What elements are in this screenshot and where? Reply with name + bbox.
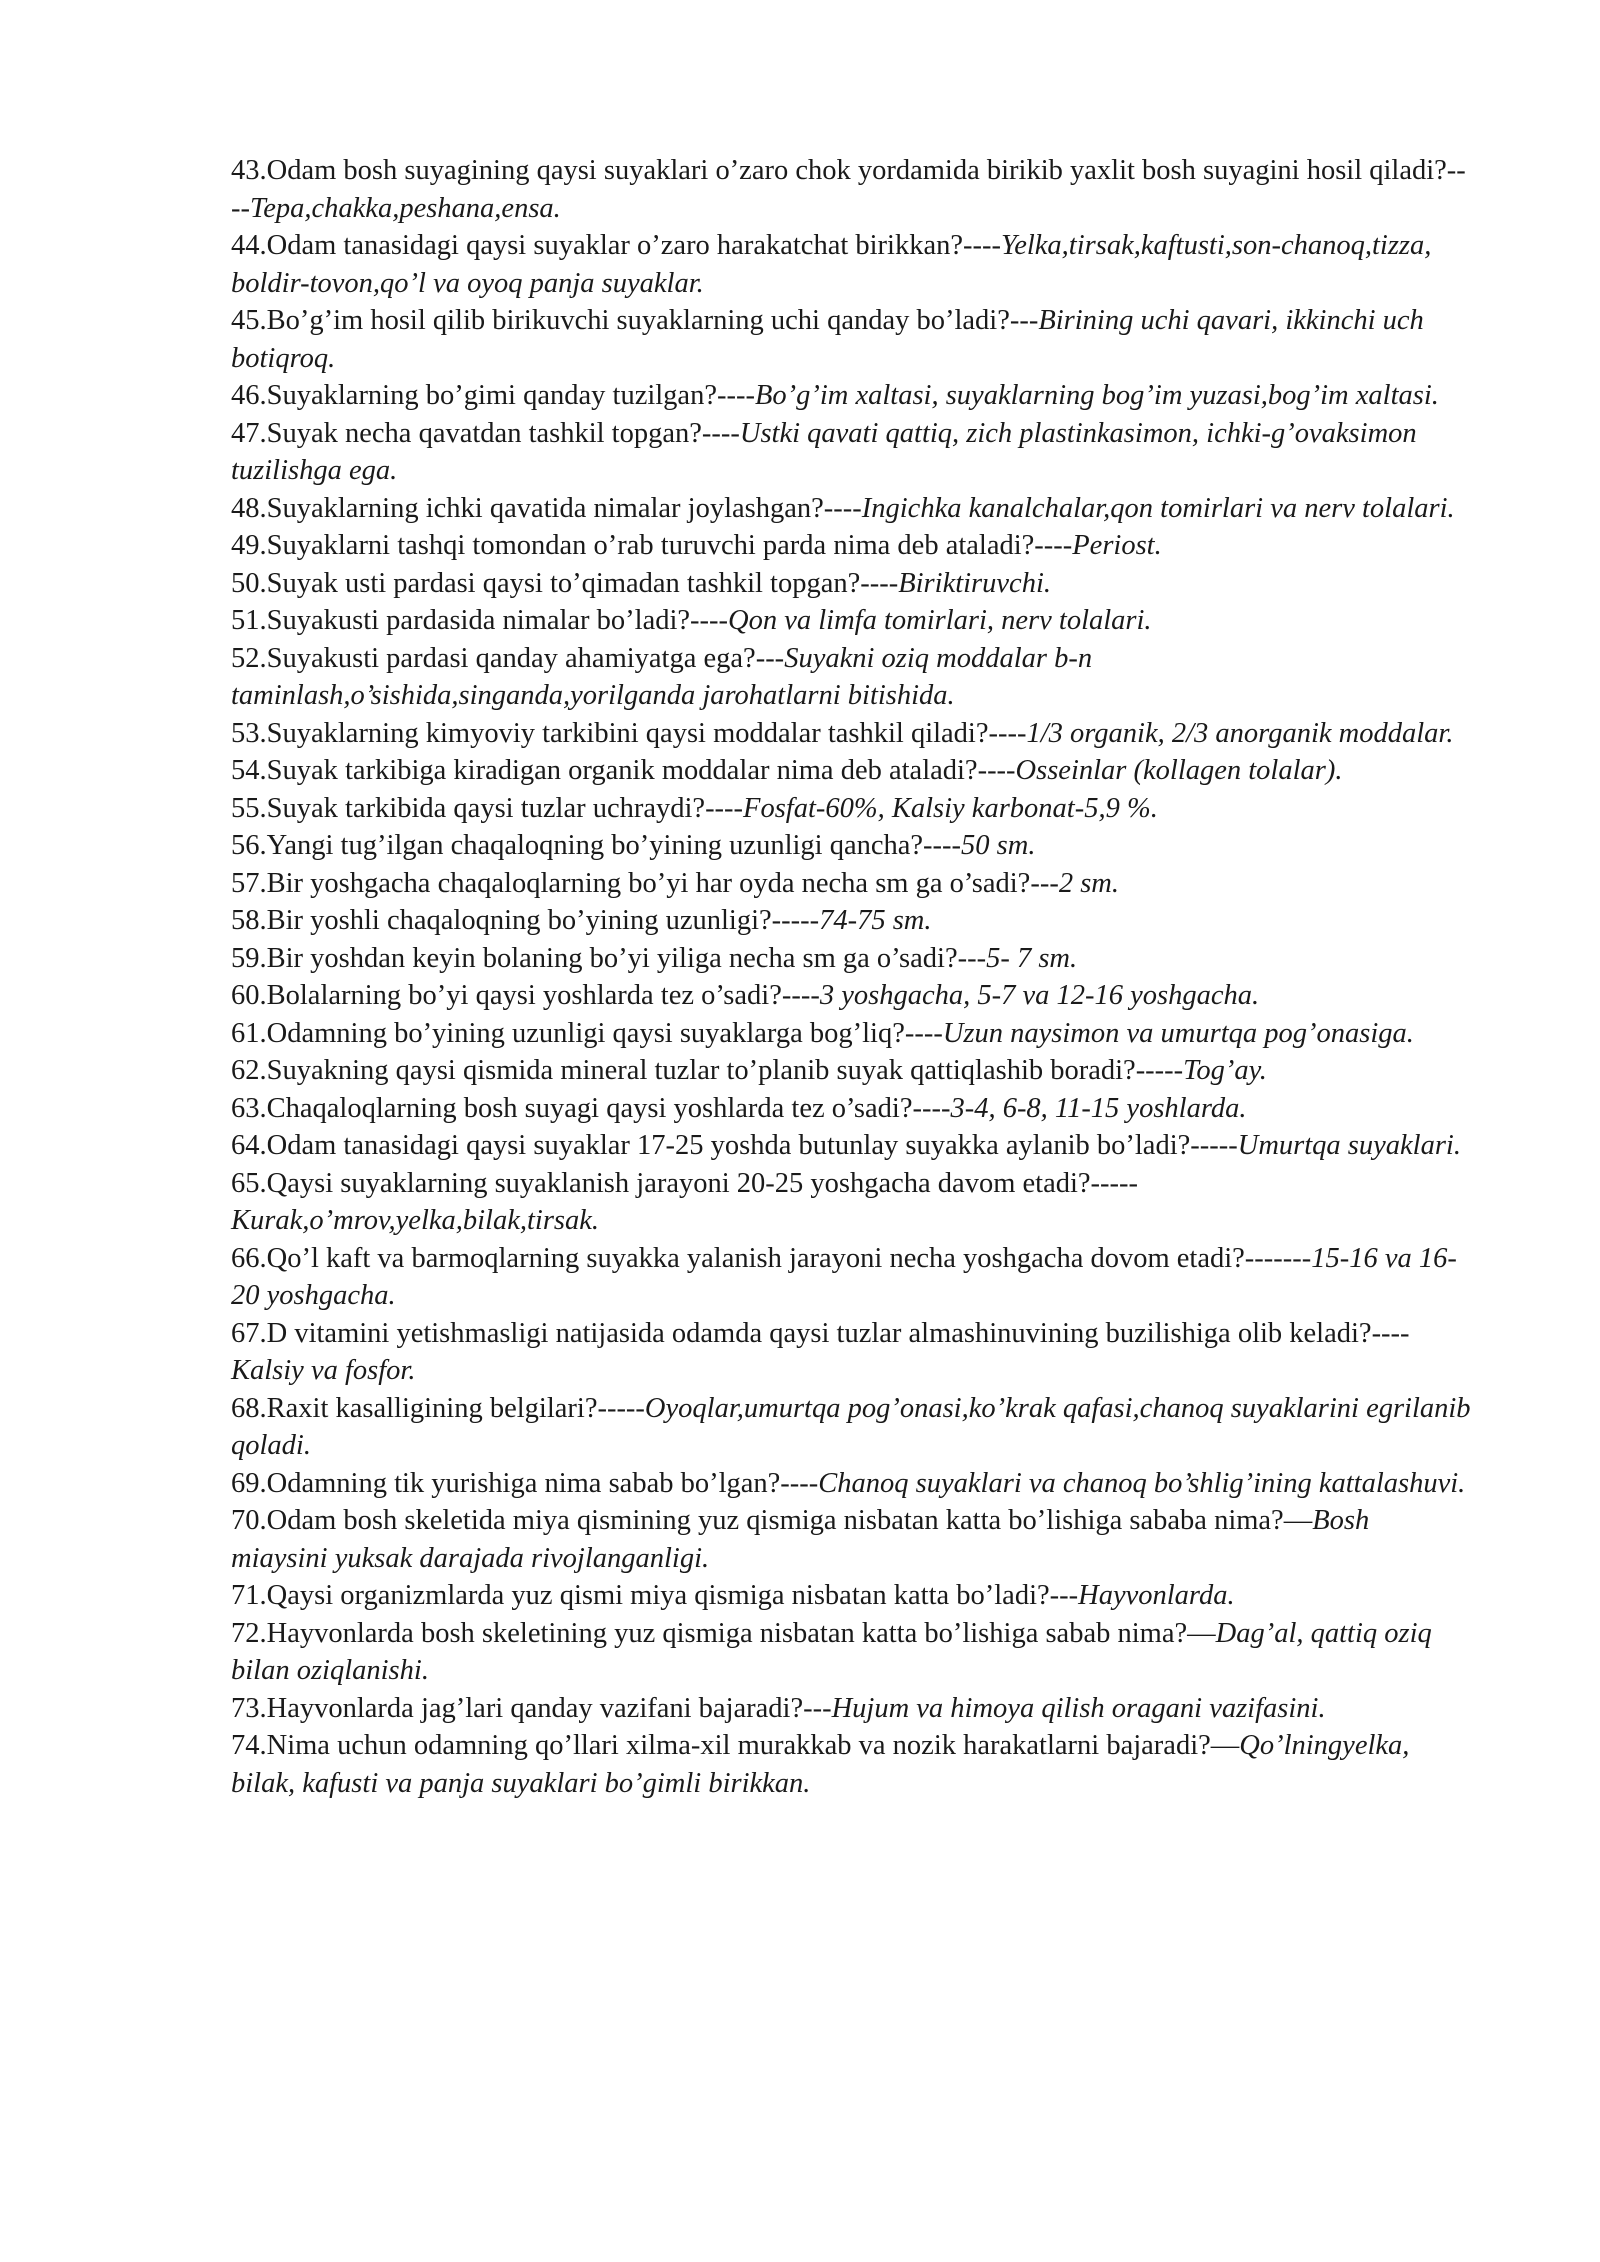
answer-43: Tepa,chakka,peshana,ensa. xyxy=(249,192,561,224)
question-48: 48.Suyaklarning ichki qavatida nimalar joylashgan?---- xyxy=(231,492,862,524)
question-56: 56.Yangi tug’ilgan chaqaloqning bo’yining uzunligi qancha?---- xyxy=(231,830,962,861)
qa-item-70 xyxy=(231,1502,1471,1577)
qa-item-52 xyxy=(231,640,1471,715)
question-43: 43.Odam bosh suyagining qaysi suyaklari o’zaro chok yordamida birikib yaxlit bosh suyagini hosil qiladi?---- xyxy=(231,155,1466,224)
qa-item-50 xyxy=(231,565,1471,603)
qa-item-67 xyxy=(231,1315,1471,1390)
question-62: 62.Suyakning qaysi qismida mineral tuzlar to’planib suyak qattiqlashib boradi?----- xyxy=(231,1055,1184,1086)
qa-item-62 xyxy=(231,1052,1471,1090)
answer-47: Ustki qavati qattiq, zich plastinkasimon, ichki-g’ovaksimon tuzilishga ega. xyxy=(231,417,1417,486)
question-68: 68.Raxit kasalligining belgilari?----- xyxy=(231,1392,645,1424)
qa-item-69 xyxy=(231,1465,1471,1503)
answer-56: 50 sm. xyxy=(961,830,1036,861)
question-49: 49.Suyaklarni tashqi tomondan o’rab turuvchi parda nima deb ataladi?---- xyxy=(231,530,1073,561)
question-53: 53.Suyaklarning kimyoviy tarkibini qaysi moddalar tashkil qiladi?---- xyxy=(231,717,1027,749)
answer-57: 2 sm. xyxy=(1058,867,1119,899)
qa-item-53 xyxy=(231,715,1471,753)
answer-63: 3-4, 6-8, 11-15 yoshlarda. xyxy=(950,1092,1247,1124)
qa-item-51 xyxy=(231,602,1471,640)
qa-item-56 xyxy=(231,827,1471,865)
question-65: 65.Qaysi suyaklarning suyaklanish jarayoni 20-25 yoshgacha davom etadi?----- xyxy=(231,1167,1138,1199)
answer-46: Bo’g’im xaltasi, suyaklarning bog’im yuzasi,bog’im xaltasi. xyxy=(754,380,1439,411)
answer-60: 3 yoshgacha, 5-7 va 12-16 yoshgacha. xyxy=(819,980,1260,1011)
document-page xyxy=(231,152,1471,1802)
answer-52: Suyakni oziq moddalar b-n taminlash,o’sishida,singanda,yorilganda jarohatlarni bitishida. xyxy=(231,642,1093,711)
question-74: 74.Nima uchun odamning qo’llari xilma-xil murakkab va nozik harakatlarni bajaradi?— xyxy=(231,1730,1240,1761)
question-46: 46.Suyaklarning bo’gimi qanday tuzilgan?---- xyxy=(231,380,755,411)
answer-67: Kalsiy va fosfor. xyxy=(231,1355,416,1386)
question-52: 52.Suyakusti pardasi qanday ahamiyatga ega?--- xyxy=(231,642,785,674)
qa-item-59 xyxy=(231,940,1471,978)
answer-65: Kurak,o’mrov,yelka,bilak,tirsak. xyxy=(231,1205,600,1236)
question-51: 51.Suyakusti pardasida nimalar bo’ladi?---- xyxy=(231,605,729,636)
answer-53: 1/3 organik, 2/3 anorganik moddalar. xyxy=(1026,717,1454,749)
answer-71: Hayvonlarda. xyxy=(1078,1580,1235,1611)
question-50: 50.Suyak usti pardasi qaysi to’qimadan tashkil topgan?---- xyxy=(231,567,899,599)
question-64: 64.Odam tanasidagi qaysi suyaklar 17-25 yoshda butunlay suyakka aylanib bo’ladi?----- xyxy=(231,1130,1238,1161)
qa-item-58 xyxy=(231,902,1471,940)
answer-59: 5- 7 sm. xyxy=(986,942,1078,974)
qa-item-74 xyxy=(231,1727,1471,1802)
question-66: 66.Qo’l kaft va barmoqlarning suyakka yalanish jarayoni necha yoshgacha dovom etadi?------- xyxy=(231,1242,1312,1274)
qa-item-49 xyxy=(231,527,1471,565)
qa-item-60 xyxy=(231,977,1471,1015)
answer-64: Umurtqa suyaklari. xyxy=(1237,1130,1461,1161)
qa-item-44 xyxy=(231,227,1471,302)
answer-66: 15-16 va 16-20 yoshgacha. xyxy=(231,1242,1457,1311)
answer-73: Hujum va himoya qilish oragani vazifasini. xyxy=(831,1692,1326,1724)
qa-item-48 xyxy=(231,490,1471,528)
question-63: 63.Chaqaloqlarning bosh suyagi qaysi yoshlarda tez o’sadi?---- xyxy=(231,1092,951,1124)
answer-50: Biriktiruvchi. xyxy=(898,567,1051,599)
question-60: 60.Bolalarning bo’yi qaysi yoshlarda tez o’sadi?---- xyxy=(231,980,820,1011)
answer-54: Osseinlar (kollagen tolalar). xyxy=(1015,755,1343,786)
answer-48: Ingichka kanalchalar,qon tomirlari va nerv tolalari. xyxy=(861,492,1455,524)
question-70: 70.Odam bosh skeletida miya qismining yuz qismiga nisbatan katta bo’lishiga sababa nima?— xyxy=(231,1505,1313,1536)
qa-item-55 xyxy=(231,790,1471,828)
answer-49: Periost. xyxy=(1072,530,1162,561)
qa-item-71 xyxy=(231,1577,1471,1615)
question-72: 72.Hayvonlarda bosh skeletining yuz qismiga nisbatan katta bo’lishiga sabab nima?— xyxy=(231,1617,1216,1649)
question-67: 67.D vitamini yetishmasligi natijasida odamda qaysi tuzlar almashinuvining buzilishiga olib keladi?---- xyxy=(231,1317,1410,1349)
answer-62: Tog’ay. xyxy=(1183,1055,1267,1086)
qa-item-63 xyxy=(231,1090,1471,1128)
question-45: 45.Bo’g’im hosil qilib birikuvchi suyaklarning uchi qanday bo’ladi?--- xyxy=(231,305,1039,336)
qa-item-65 xyxy=(231,1165,1471,1240)
qa-item-57 xyxy=(231,865,1471,903)
answer-72: Dag’al, qattiq oziq bilan oziqlanishi. xyxy=(231,1617,1432,1686)
answer-51: Qon va limfa tomirlari, nerv tolalari. xyxy=(728,605,1152,636)
answer-74: Qo’lningyelka, bilak, kafusti va panja suyaklari bo’gimli birikkan. xyxy=(231,1730,1410,1799)
answer-58: 74-75 sm. xyxy=(819,905,932,936)
question-57: 57.Bir yoshgacha chaqaloqlarning bo’yi har oyda necha sm ga o’sadi?--- xyxy=(231,867,1059,899)
question-61: 61.Odamning bo’yining uzunligi qaysi suyaklarga bog’liq?---- xyxy=(231,1017,943,1049)
question-55: 55.Suyak tarkibida qaysi tuzlar uchraydi?---- xyxy=(231,792,744,824)
question-71: 71.Qaysi organizmlarda yuz qismi miya qismiga nisbatan katta bo’ladi?--- xyxy=(231,1580,1079,1611)
question-59: 59.Bir yoshdan keyin bolaning bo’yi yiliga necha sm ga o’sadi?--- xyxy=(231,942,987,974)
answer-70: Bosh miaysini yuksak darajada rivojlanganligi. xyxy=(231,1505,1370,1574)
qa-item-73 xyxy=(231,1690,1471,1728)
qa-item-43 xyxy=(231,152,1471,227)
question-44: 44.Odam tanasidagi qaysi suyaklar o’zaro harakatchat birikkan?---- xyxy=(231,230,1001,261)
qa-item-46 xyxy=(231,377,1471,415)
question-47: 47.Suyak necha qavatdan tashkil topgan?---- xyxy=(231,417,740,449)
answer-45: Birining uchi qavari, ikkinchi uch botiqroq. xyxy=(231,305,1424,374)
question-73: 73.Hayvonlarda jag’lari qanday vazifani bajaradi?--- xyxy=(231,1692,832,1724)
question-58: 58.Bir yoshli chaqaloqning bo’yining uzunligi?----- xyxy=(231,905,820,936)
qa-item-66 xyxy=(231,1240,1471,1315)
answer-69: Chanoq suyaklari va chanoq bo’shlig’ining kattalashuvi. xyxy=(818,1467,1466,1499)
answer-44: Yelka,tirsak,kaftusti,son-chanoq,tizza, boldir-tovon,qo’l va oyoq panja suyaklar. xyxy=(231,230,1432,299)
qa-item-61 xyxy=(231,1015,1471,1053)
qa-item-54 xyxy=(231,752,1471,790)
qa-item-47 xyxy=(231,415,1471,490)
qa-item-45 xyxy=(231,302,1471,377)
question-69: 69.Odamning tik yurishiga nima sabab bo’lgan?---- xyxy=(231,1467,819,1499)
answer-68: Oyoqlar,umurtqa pog’onasi,ko’krak qafasi,chanoq suyaklarini egrilanib qoladi. xyxy=(231,1392,1471,1461)
answer-55: Fosfat-60%, Kalsiy karbonat-5,9 %. xyxy=(743,792,1158,824)
qa-item-68 xyxy=(231,1390,1471,1465)
qa-item-72 xyxy=(231,1615,1471,1690)
question-54: 54.Suyak tarkibiga kiradigan organik moddalar nima deb ataladi?---- xyxy=(231,755,1016,786)
answer-61: Uzun naysimon va umurtqa pog’onasiga. xyxy=(942,1017,1414,1049)
qa-item-64 xyxy=(231,1127,1471,1165)
